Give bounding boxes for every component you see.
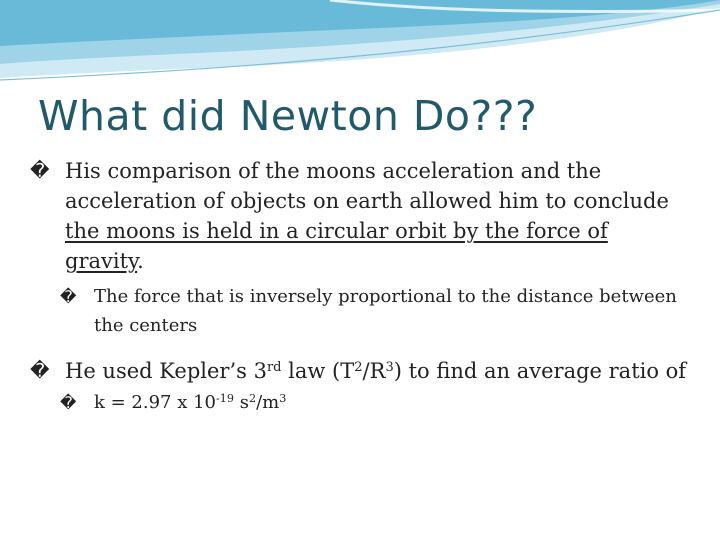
superscript-2: 2: [354, 359, 363, 375]
slide-title: What did Newton Do???: [38, 92, 538, 140]
formula-part: k = 2.97 x 10: [94, 392, 217, 413]
bullet-text: His comparison of the moons acceleration and the acceleration of objects on earth allowed him to conclude: [65, 159, 669, 213]
bullet-kepler-law: [30, 356, 690, 386]
formula-part: s: [233, 392, 249, 413]
bullet-marker-icon: �: [30, 160, 50, 182]
sub-bullet-inverse-force: [30, 282, 690, 340]
superscript-exponent: -19: [216, 391, 234, 405]
slide-content: [30, 156, 690, 417]
bullet-marker-icon: �: [30, 360, 50, 382]
bullet-text-part: ) to find an average ratio of: [393, 359, 687, 383]
sub-bullet-text: The force that is inversely proportional to the distance between the centers: [94, 286, 677, 336]
superscript-s: 2: [248, 391, 257, 405]
bullet-text-part: law (T: [281, 359, 355, 383]
bullet-marker-icon: �: [60, 287, 77, 306]
bullet-text-underlined: the moons is held in a circular orbit by the force of gravity: [65, 219, 608, 273]
decorative-wave-header: [0, 0, 720, 90]
superscript-3: 3: [385, 359, 394, 375]
superscript-rd: rd: [266, 359, 282, 375]
bullet-marker-icon: �: [60, 393, 77, 412]
superscript-m: 3: [279, 391, 287, 405]
bullet-newton-comparison: [30, 156, 690, 276]
formula-part: /m: [256, 392, 280, 413]
bullet-text-part: /R: [362, 359, 386, 383]
bullet-text-end: .: [137, 249, 144, 273]
bullet-text-part: He used Kepler’s 3: [65, 359, 267, 383]
sub-bullet-k-value: [30, 388, 690, 417]
